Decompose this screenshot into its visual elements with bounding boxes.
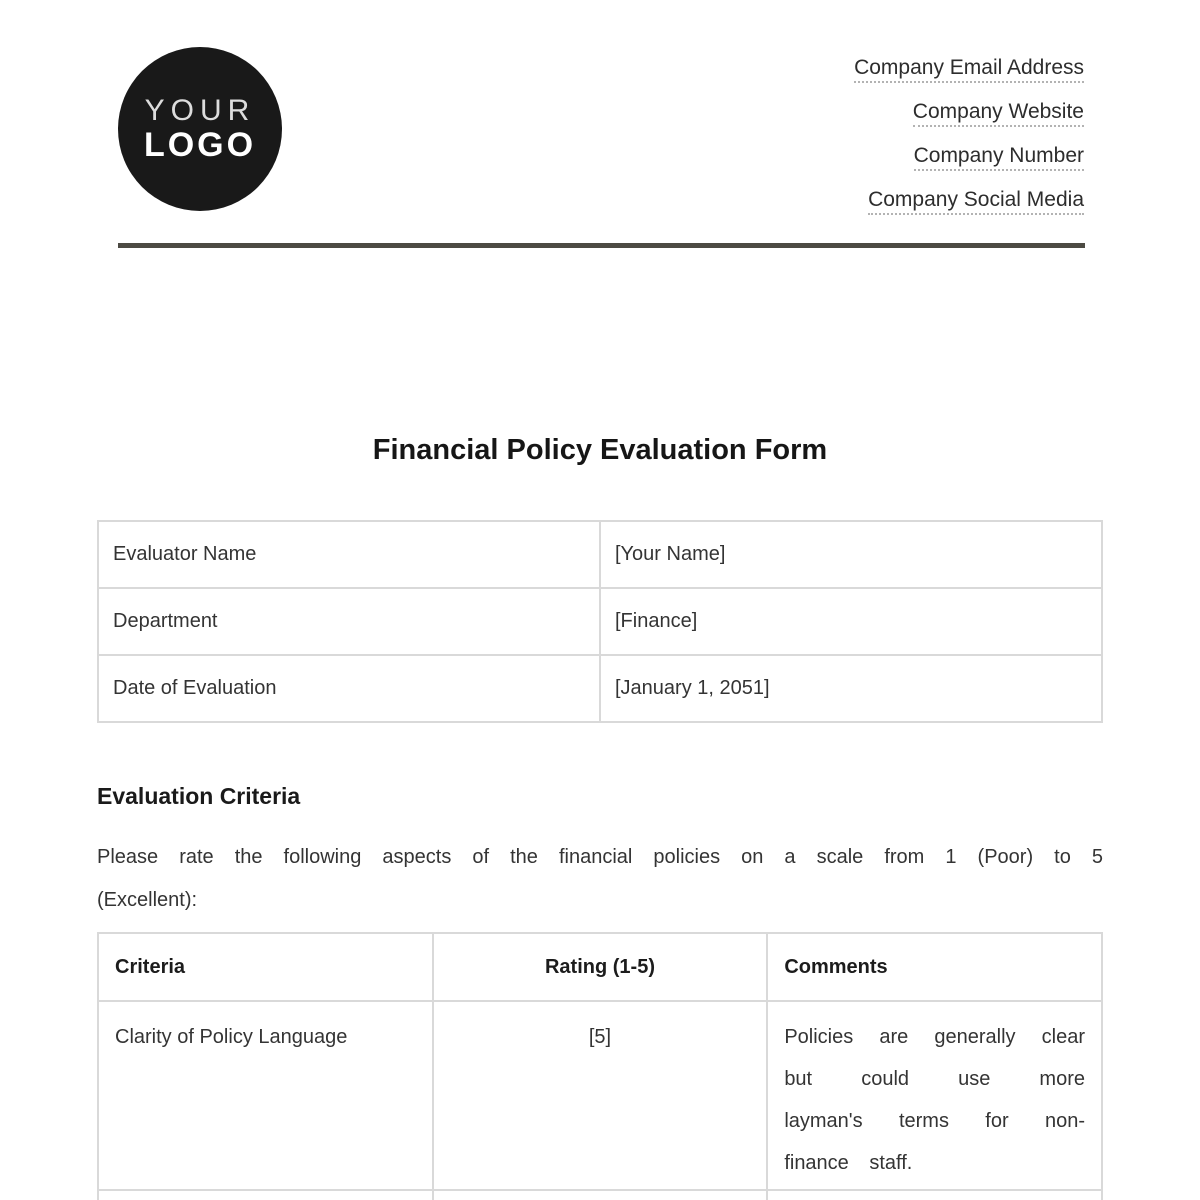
rating-column-header: Rating (1-5) (433, 933, 768, 1001)
logo-text-your: YOUR (144, 93, 256, 127)
comments-cell (767, 1190, 1102, 1200)
company-social-link[interactable]: Company Social Media (868, 188, 1084, 215)
rating-instructions: Please rate the following aspects of the financial policies on a scale from 1 (Poor) to 5 (Excellent): (97, 846, 1103, 911)
company-number-link[interactable]: Company Number (914, 144, 1084, 171)
page-title: Financial Policy Evaluation Form (372, 434, 828, 466)
evaluation-date-label: Date of Evaluation (98, 655, 600, 722)
evaluator-info-table (97, 520, 1103, 723)
table-row (98, 588, 1102, 655)
table-row (98, 1190, 1102, 1200)
table-row (98, 521, 1102, 588)
criteria-cell (98, 1190, 433, 1200)
rating-cell[interactable]: [5] (433, 1001, 768, 1190)
criteria-table (97, 932, 1103, 1200)
company-logo (118, 47, 282, 211)
evaluator-name-value[interactable]: [Your Name] (600, 521, 1102, 588)
table-row (98, 655, 1102, 722)
company-contact-block (854, 56, 1084, 232)
header-divider (118, 243, 1085, 248)
comments-cell[interactable]: Policies are generally clear but could use more layman's terms for non-finance staff. (767, 1001, 1102, 1190)
evaluation-date-value[interactable]: [January 1, 2051] (600, 655, 1102, 722)
company-email-link[interactable]: Company Email Address (854, 56, 1084, 83)
department-label: Department (98, 588, 600, 655)
criteria-column-header: Criteria (98, 933, 433, 1001)
section-heading-evaluation-criteria: Evaluation Criteria (97, 783, 301, 809)
department-value[interactable]: [Finance] (600, 588, 1102, 655)
table-row (98, 1001, 1102, 1190)
company-website-link[interactable]: Company Website (913, 100, 1084, 127)
evaluator-name-label: Evaluator Name (98, 521, 600, 588)
comments-column-header: Comments (767, 933, 1102, 1001)
table-header-row (98, 933, 1102, 1001)
rating-cell (433, 1190, 768, 1200)
logo-text-logo: LOGO (143, 125, 257, 164)
criteria-cell: Clarity of Policy Language (98, 1001, 433, 1190)
